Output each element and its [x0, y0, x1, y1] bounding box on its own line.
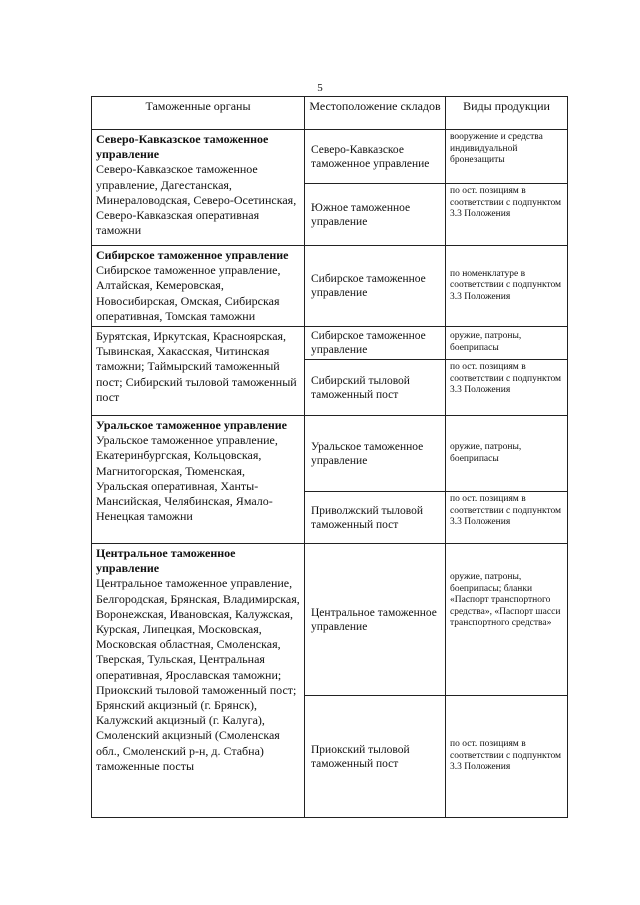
group-body: Сибирское таможенное управление, Алтайская, Кемеровская, Новосибирская, Омская, Сибирская оперативная, Томская таможни: [96, 263, 281, 323]
table-row: [92, 130, 568, 184]
products-cell: по ост. позициям в соответствии с подпунктом 3.3 Положения: [446, 184, 568, 246]
location-cell: Приволжский тыловой таможенный пост: [305, 492, 446, 544]
products-cell: вооружение и средства индивидуальной бронезащиты: [446, 130, 568, 184]
location-cell: Сибирское таможенное управление: [305, 246, 446, 327]
table-row: [92, 246, 568, 327]
location-cell: Уральское таможенное управление: [305, 416, 446, 492]
location-cell: Сибирский тыловой таможенный пост: [305, 360, 446, 416]
group-cell-ural: [92, 416, 305, 544]
products-cell: по ост. позициям в соответствии с подпунктом 3.3 Положения: [446, 696, 568, 818]
group-cell-central: [92, 544, 305, 818]
group-title: Уральское таможенное управление: [96, 418, 287, 433]
location-cell: Центральное таможенное управление: [305, 544, 446, 696]
group-body: Бурятская, Иркутская, Красноярская, Тывинская, Хакасская, Читинская таможни; Таймырский таможенный пост; Сибирский тыловой таможенный пост: [96, 329, 297, 404]
group-title: Центральное таможенное управление: [96, 546, 236, 576]
group-body: Уральское таможенное управление, Екатеринбургская, Кольцовская, Магнитогорская, Тюменская, Уральская оперативная, Ханты-Мансийская, Челябинская, Ямало-Ненецкая таможни: [96, 433, 278, 524]
table-row: [92, 327, 568, 360]
products-cell: по ост. позициям в соответствии с подпунктом 3.3 Положения: [446, 492, 568, 544]
products-cell: оружие, патроны, боеприпасы: [446, 416, 568, 492]
group-title: Северо-Кавказское таможенное управление: [96, 132, 269, 162]
group-body: Центральное таможенное управление, Белгородская, Брянская, Владимирская, Воронежская, Ивановская, Калужская, Курская, Липецкая, Московская, Московская областная, Смоленская, Тверская, Тульская, Центральная оперативная, Ярославская таможни; Приокский тыловой таможенный пост; Брянский акцизный (г. Брянск), Калужский акцизный (г. Калуга), Смоленский акцизный (Смоленская обл., Смоленский р-н, д. Стабна) таможенные посты: [96, 576, 300, 773]
products-cell: оружие, патроны, боеприпасы; бланки «Паспорт транспортного средства», «Паспорт шасси транспортного средства»: [446, 544, 568, 696]
header-row: [92, 97, 568, 130]
location-cell: Южное таможенное управление: [305, 184, 446, 246]
group-cell-siberian: [92, 246, 305, 327]
location-cell: Сибирское таможенное управление: [305, 327, 446, 360]
table-row: [92, 416, 568, 492]
header-location: Местоположение складов: [305, 97, 446, 130]
table-row: [92, 544, 568, 696]
group-title: Сибирское таможенное управление: [96, 248, 289, 262]
header-customs: Таможенные органы: [92, 97, 305, 130]
group-body: Северо-Кавказское таможенное управление, Дагестанская, Минераловодская, Северо-Осетинская, Северо-Кавказская оперативная таможни: [96, 162, 297, 238]
header-products: Виды продукции: [446, 97, 568, 130]
products-cell: по номенклатуре в соответствии с подпунктом 3.3 Положения: [446, 246, 568, 327]
products-cell: оружие, патроны, боеприпасы: [446, 327, 568, 360]
products-cell: по ост. позициям в соответствии с подпунктом 3.3 Положения: [446, 360, 568, 416]
location-cell: Приокский тыловой таможенный пост: [305, 696, 446, 818]
location-cell: Северо-Кавказское таможенное управление: [305, 130, 446, 184]
page-number: 5: [317, 82, 323, 94]
group-cell-buryat: [92, 327, 305, 416]
customs-table: [91, 96, 568, 818]
group-cell-north-caucasus: [92, 130, 305, 246]
